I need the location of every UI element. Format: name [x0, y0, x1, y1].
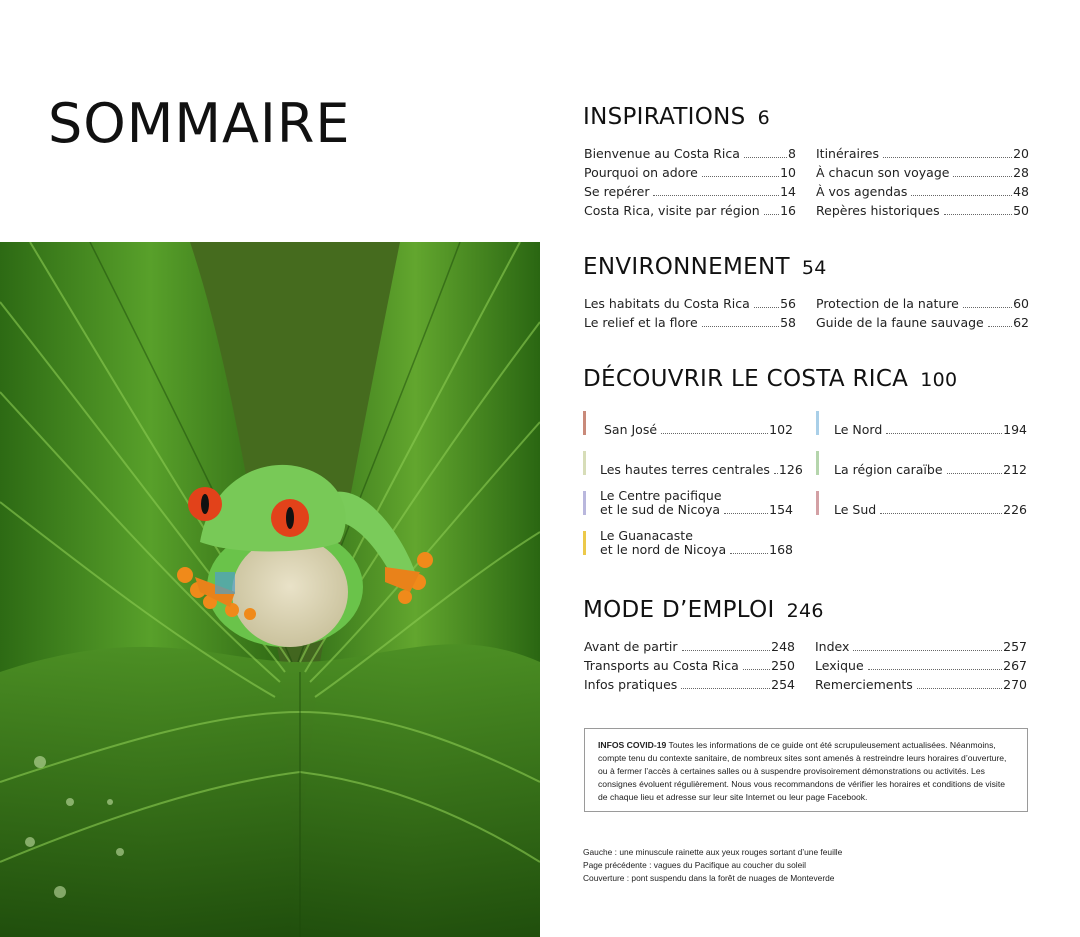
- region-color-bar: [583, 531, 586, 555]
- toc-entry[interactable]: Transports au Costa Rica 250: [584, 658, 795, 673]
- toc-entry[interactable]: Index 257: [815, 639, 1027, 654]
- region-color-bar: [583, 491, 586, 515]
- toc-entry[interactable]: Le relief et la flore 58: [584, 315, 796, 330]
- covid-notice-box: [584, 728, 1028, 812]
- toc-entry[interactable]: À chacun son voyage 28: [816, 165, 1029, 180]
- photo-caption: Page précédente : vagues du Pacifique au coucher du soleil: [583, 860, 807, 870]
- toc-entry[interactable]: Protection de la nature 60: [816, 296, 1029, 311]
- section-title: MODE D’EMPLOI: [583, 597, 775, 623]
- section-heading-inspirations: [583, 104, 770, 130]
- toc-entry[interactable]: Les hautes terres centrales 126: [600, 462, 803, 477]
- toc-entry[interactable]: Guide de la faune sauvage 62: [816, 315, 1029, 330]
- toc-entry[interactable]: Avant de partir 248: [584, 639, 795, 654]
- region-color-bar: [816, 491, 819, 515]
- toc-entry[interactable]: Bienvenue au Costa Rica 8: [584, 146, 796, 161]
- toc-entry[interactable]: Le Nord 194: [834, 422, 1027, 437]
- section-heading-mode-emploi: [583, 597, 824, 623]
- section-heading-decouvrir: [583, 366, 957, 392]
- frog-photo: [0, 242, 540, 937]
- toc-entry[interactable]: La région caraïbe 212: [834, 462, 1027, 477]
- section-page: 100: [920, 369, 958, 391]
- section-title: DÉCOUVRIR LE COSTA RICA: [583, 366, 909, 392]
- photo-caption: Couverture : pont suspendu dans la forêt de nuages de Monteverde: [583, 873, 835, 883]
- toc-entry[interactable]: Itinéraires 20: [816, 146, 1029, 161]
- section-title: INSPIRATIONS: [583, 104, 746, 130]
- photo-caption: Gauche : une minuscule rainette aux yeux rouges sortant d’une feuille: [583, 847, 843, 857]
- page-title: SOMMAIRE: [48, 92, 351, 155]
- toc-entry[interactable]: Pourquoi on adore 10: [584, 165, 796, 180]
- region-color-bar: [816, 451, 819, 475]
- region-color-bar: [816, 411, 819, 435]
- toc-entry[interactable]: Remerciements 270: [815, 677, 1027, 692]
- toc-entry[interactable]: Repères historiques 50: [816, 203, 1029, 218]
- section-heading-environnement: [583, 254, 827, 280]
- toc-entry[interactable]: Lexique 267: [815, 658, 1027, 673]
- region-color-bar: [583, 411, 586, 435]
- toc-entry[interactable]: À vos agendas 48: [816, 184, 1029, 199]
- toc-entry[interactable]: Infos pratiques 254: [584, 677, 795, 692]
- section-page: 6: [757, 107, 770, 129]
- covid-label: INFOS COVID-19: [598, 740, 667, 750]
- toc-entry[interactable]: Le Sud 226: [834, 502, 1027, 517]
- toc-entry[interactable]: Le Guanacaste et le nord de Nicoya 168: [600, 528, 793, 557]
- toc-entry[interactable]: San José 102: [604, 422, 793, 437]
- covid-text: Toutes les informations de ce guide ont été scrupuleusement actualisées. Néanmoins, compte tenu du contexte sanitaire, de nombreux sites sont amenés à restreindre leurs horaires d’ouverture, ou à fermer l’accès à certaines salles ou à suspendre provisoirement démonstrations ou activités. Les consignes évoluent régulièrement. Nous vous recommandons de vérifier les horaires et conditions de visite de chaque lieu et adresse sur leur site Internet ou leur page Facebook.: [598, 740, 1007, 802]
- toc-entry[interactable]: Se repérer 14: [584, 184, 796, 199]
- toc-entry[interactable]: Le Centre pacifique et le sud de Nicoya 154: [600, 488, 793, 517]
- section-page: 54: [801, 257, 827, 279]
- toc-entry[interactable]: Costa Rica, visite par région 16: [584, 203, 796, 218]
- section-title: ENVIRONNEMENT: [583, 254, 790, 280]
- toc-entry[interactable]: Les habitats du Costa Rica 56: [584, 296, 796, 311]
- region-color-bar: [583, 451, 586, 475]
- section-page: 246: [786, 600, 824, 622]
